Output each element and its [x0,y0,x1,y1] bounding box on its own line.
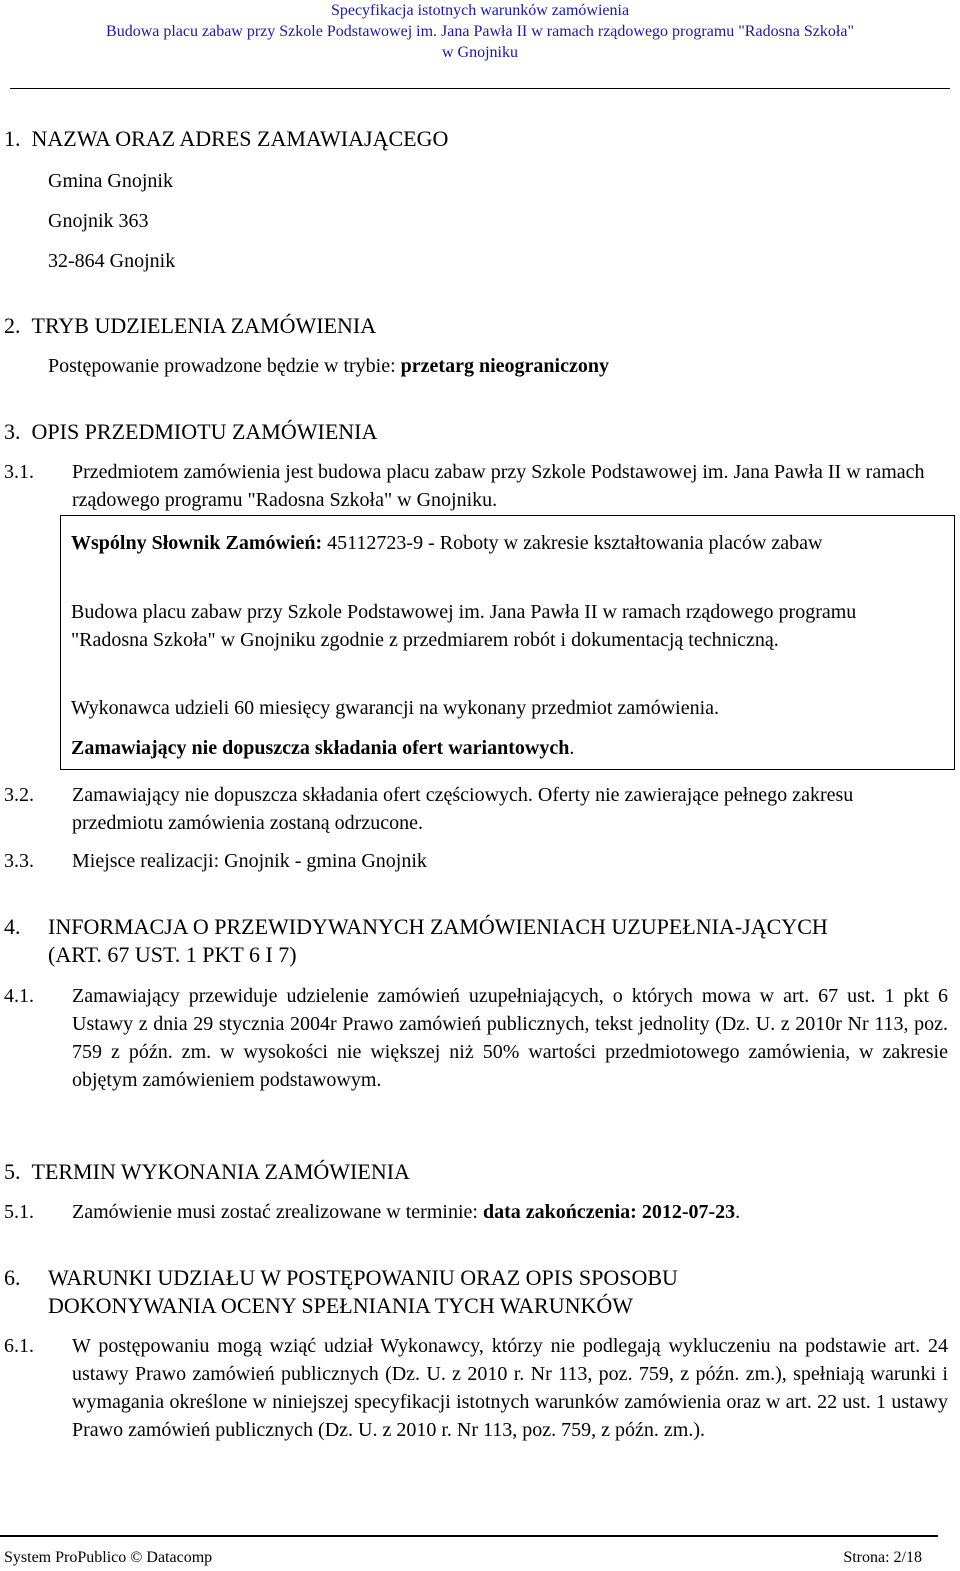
warranty-text: Wykonawca udzieli 60 miesięcy gwarancji na wykonany przedmiot zamówienia. [71,697,720,719]
item-4-1-text: Zamawiający przewiduje udzielenie zamówień uzupełniających, o których mowa w art. 67 ust. 1 pkt 6 Ustawy z dnia 29 stycznia 2004r Prawo zamówień publicznych, tekst jednolity (Dz. U. z 2010r Nr 113, poz. 759 z późn. zm. w wysokości nie większej niż 50% wartości przedmiotowego zamówienia, w zakresie objętym zamówieniem podstawowym. [72,985,948,1091]
item-4-1-number: 4.1. [4,985,34,1007]
item-3-1-text: Przedmiotem zamówienia jest budowa placu zabaw przy Szkole Podstawowej im. Jana Pawła II w ramach rządowego programu "Radosna Szkoła" w Gnojniku. [72,461,925,511]
item-3-1-number: 3.1. [4,461,34,483]
section-4-title: INFORMACJA O PRZEWIDYWANYCH ZAMÓWIENIACH UZUPEŁNIA-JĄCYCH (ART. 67 UST. 1 PKT 6 I 7) [48,914,828,967]
item-3-2-text: Zamawiający nie dopuszcza składania ofert częściowych. Oferty nie zawierające pełnego zakresu przedmiotu zamówienia zostaną odrzucone. [72,784,854,834]
address-line-2: Gnojnik 363 [48,210,149,232]
scope-description: Budowa placu zabaw przy Szkole Podstawowej im. Jana Pawła II w ramach rządowego programu "Radosna Szkoła" w Gnojniku zgodnie z przedmiarem robót i dokumentacją techniczną. [71,601,857,651]
header-line-1: Specyfikacja istotnych warunków zamówienia [330,2,630,19]
item-5-1-number: 5.1. [4,1201,34,1223]
footer-left: System ProPublico © Datacomp [4,1549,213,1566]
page-number: Strona: 2/18 [843,1549,922,1566]
address-line-3: 32-864 Gnojnik [48,250,176,272]
cpv-line [71,529,934,557]
header-line-2: Budowa placu zabaw przy Szkole Podstawowej im. Jana Pawła II w ramach rządowego programu "Radosna Szkoła" [106,23,854,40]
variant-offers-note: Zamawiający nie dopuszcza składania ofert wariantowych. [71,737,575,759]
cpv-label: Wspólny Słownik Zamówień: [71,532,323,554]
procedure-mode-label: Postępowanie prowadzone będzie w trybie: [48,355,401,377]
address-line-1: Gmina Gnojnik [48,170,173,192]
item-3-3-text: Miejsce realizacji: Gnojnik - gmina Gnojnik [72,850,427,872]
item-5-1-text: Zamówienie musi zostać zrealizowane w terminie: data zakończenia: 2012-07-23. [72,1201,741,1223]
header-line-3: w Gnojniku [442,44,518,61]
header-divider [10,88,950,89]
page-header [0,0,960,63]
section-6-number: 6. [4,1265,21,1290]
item-3-3-number: 3.3. [4,850,34,872]
footer-divider [0,1535,938,1537]
section-2-title: 2. TRYB UDZIELENIA ZAMÓWIENIA [4,313,377,338]
procedure-mode-value: przetarg nieograniczony [400,355,609,377]
item-6-1-number: 6.1. [4,1335,34,1357]
section-5-title: 5. TERMIN WYKONANIA ZAMÓWIENIA [4,1159,410,1184]
variant-offers-bold: Zamawiający nie dopuszcza składania ofert wariantowych [71,737,570,759]
procedure-mode [48,352,609,380]
section-4-number: 4. [4,914,21,939]
section-6-title: WARUNKI UDZIAŁU W POSTĘPOWANIU ORAZ OPIS SPOSOBU DOKONYWANIA OCENY SPEŁNIANIA TYCH WARUNKÓW [48,1265,678,1318]
cpv-value: 45112723-9 - Roboty w zakresie kształtowania placów zabaw [322,532,823,554]
item-3-2-number: 3.2. [4,784,34,806]
item-6-1-text: W postępowaniu mogą wziąć udział Wykonawcy, którzy nie podlegają wykluczeniu na podstawie art. 24 ustawy Prawo zamówień publicznych (Dz. U. z 2010 r. Nr 113, poz. 759, z późn. zm.), spełniają warunki i wymagania określone w niniejszej specyfikacji istotnych warunków zamówienia oraz w art. 22 ust. 1 ustawy Prawo zamówień publicznych (Dz. U. z 2010 r. Nr 113, poz. 759, z późn. zm.). [72,1335,948,1441]
section-1-title: 1. NAZWA ORAZ ADRES ZAMAWIAJĄCEGO [4,126,449,151]
section-3-title: 3. OPIS PRZEDMIOTU ZAMÓWIENIA [4,419,378,444]
cpv-box [60,515,955,770]
completion-date: data zakończenia: 2012-07-23 [482,1201,736,1223]
